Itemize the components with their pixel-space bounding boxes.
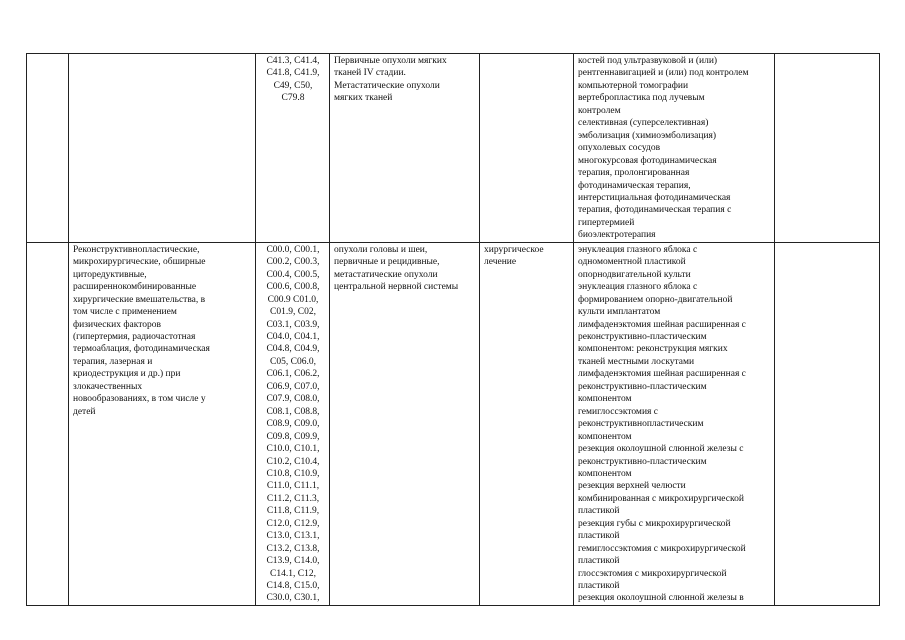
disease-cell: Первичные опухоли мягких тканей IV стадии. Метастатические опухоли мягких тканей	[330, 54, 480, 243]
row-number-cell	[27, 242, 69, 605]
cell-line: фотодинамическая терапия,	[578, 180, 691, 191]
care-group-cell: Реконструктивнопластические, микрохирургические, обширные циторедуктивные, расширеннокомбинированные хирургические вмешательства, в том числе с применением физических факторов (гипертермия, радиочастотная термоаблация, фотодинамическая терапия, лазерная и криодеструкция и др.) при злокачественных новообразованиях, в том числе у детей	[69, 242, 256, 605]
cell-line: C01.9, C02,	[270, 307, 316, 318]
cell-line: реконструктивнопластическим	[578, 419, 704, 430]
cell-line: C07.9, C08.0,	[266, 394, 320, 405]
cell-line: костей под ультразвуковой и (или)	[578, 56, 718, 66]
cell-line: C00.4, C00.5,	[266, 269, 320, 280]
cell-line: C79.8	[281, 93, 305, 104]
cell-line: реконструктивно-пластическим	[578, 381, 707, 392]
cell-line: компонентом	[578, 431, 632, 442]
treatment-type-cell: хирургическое лечение	[480, 242, 574, 605]
cell-line: многокурсовая фотодинамическая	[578, 155, 717, 166]
cell-line: лимфаденэктомия шейная расширенная с	[578, 369, 746, 380]
cell-line: терапия, пролонгированная	[578, 168, 690, 179]
cell-line: эмболизация (химиоэмболизация)	[578, 130, 717, 141]
cell-line: C00.0, C00.1,	[266, 244, 320, 255]
cell-line: C11.0, C11.1,	[266, 481, 320, 492]
cell-line: терапия, фотодинамическая терапия с	[578, 205, 732, 216]
cell-line: комбинированная с микрохирургической	[578, 493, 744, 504]
cell-line: C10.2, C10.4,	[266, 456, 320, 467]
cell-line: гемиглоссэктомия с	[578, 406, 658, 417]
icd-codes-cell	[256, 54, 330, 243]
cell-line: C14.1, C12,	[270, 568, 316, 579]
cell-line: C12.0, C12.9,	[266, 518, 320, 529]
treatment-methods-cell	[574, 54, 775, 243]
cell-line: опорнодвигательной культи	[578, 269, 691, 280]
cell-line: культи имплантатом	[578, 307, 661, 318]
cell-line: резекция губы с микрохирургической	[578, 518, 731, 529]
cell-line: C10.0, C10.1,	[266, 444, 320, 455]
extra-cell	[775, 242, 880, 605]
cell-line: C00.2, C00.3,	[266, 257, 320, 268]
table-row	[27, 54, 880, 243]
cell-line: C06.9, C07.0,	[266, 381, 320, 392]
medical-care-table	[26, 53, 880, 606]
cell-line: C13.2, C13.8,	[266, 543, 320, 554]
disease-cell: опухоли головы и шеи, первичные и рецидивные, метастатические опухоли центральной нервной системы	[330, 242, 480, 605]
cell-line: одномоментной пластикой	[578, 257, 686, 268]
cell-line: компьютерной томографии	[578, 80, 689, 91]
cell-line: C10.8, C10.9,	[266, 468, 320, 479]
icd-codes-cell	[256, 242, 330, 605]
cell-line: биоэлектротерапия	[578, 230, 656, 241]
cell-line: C49, C50,	[273, 80, 313, 91]
cell-line: C41.8, C41.9,	[266, 68, 320, 79]
cell-line: реконструктивно-пластическим	[578, 456, 707, 467]
cell-line: энуклеация глазного яблока с	[578, 244, 698, 255]
cell-line: C00.6, C00.8,	[266, 282, 320, 293]
cell-line: компонентом: реконструкция мягких	[578, 344, 728, 355]
cell-line: рентгеннавигацией и (или) под контролем	[578, 68, 749, 79]
cell-line: C08.1, C08.8,	[266, 406, 320, 417]
cell-line: энуклеация глазного яблока с	[578, 282, 698, 293]
cell-line: компонентом	[578, 394, 632, 405]
cell-line: C30.0, C30.1,	[266, 593, 320, 604]
cell-line: тканей местными лоскутами	[578, 356, 695, 367]
cell-line: C41.3, C41.4,	[266, 56, 320, 66]
treatment-type-cell	[480, 54, 574, 243]
cell-line: C11.2, C11.3,	[266, 493, 320, 504]
table-body	[27, 54, 880, 606]
cell-line: резекция околоушной слюнной железы в	[578, 593, 744, 604]
cell-line: гемиглоссэктомия с микрохирургической	[578, 543, 746, 554]
cell-line: селективная (суперселективная)	[578, 118, 709, 129]
care-group-cell	[69, 54, 256, 243]
cell-line: C04.0, C04.1,	[266, 331, 320, 342]
cell-line: C09.8, C09.9,	[266, 431, 320, 442]
cell-line: C05, C06.0,	[270, 356, 316, 367]
cell-line: C04.8, C04.9,	[266, 344, 320, 355]
cell-line: C13.9, C14.0,	[266, 556, 320, 567]
cell-line: резекция верхней челюсти	[578, 481, 686, 492]
cell-line: C14.8, C15.0,	[266, 581, 320, 592]
cell-line: интерстициальная фотодинамическая	[578, 192, 731, 203]
cell-line: пластикой	[578, 506, 620, 517]
cell-line: гипертермией	[578, 217, 635, 228]
cell-line: C00.9 C01.0,	[267, 294, 319, 305]
cell-line: C06.1, C06.2,	[266, 369, 320, 380]
cell-line: пластикой	[578, 556, 620, 567]
row-number-cell	[27, 54, 69, 243]
cell-line: пластикой	[578, 531, 620, 542]
cell-line: резекция околоушной слюнной железы с	[578, 444, 744, 455]
cell-line: контролем	[578, 105, 621, 116]
cell-line: компонентом	[578, 468, 632, 479]
cell-line: формированием опорно-двигательной	[578, 294, 733, 305]
cell-line: опухолевых сосудов	[578, 143, 661, 154]
extra-cell	[775, 54, 880, 243]
cell-line: реконструктивно-пластическим	[578, 331, 707, 342]
treatment-methods-cell	[574, 242, 775, 605]
cell-line: C13.0, C13.1,	[266, 531, 320, 542]
cell-line: C08.9, C09.0,	[266, 419, 320, 430]
table-row	[27, 242, 880, 605]
cell-line: вертебропластика под лучевым	[578, 93, 705, 104]
cell-line: пластикой	[578, 581, 620, 592]
cell-line: глоссэктомия с микрохирургической	[578, 568, 727, 579]
cell-line: лимфаденэктомия шейная расширенная с	[578, 319, 746, 330]
cell-line: C03.1, C03.9,	[266, 319, 320, 330]
cell-line: C11.8, C11.9,	[266, 506, 320, 517]
